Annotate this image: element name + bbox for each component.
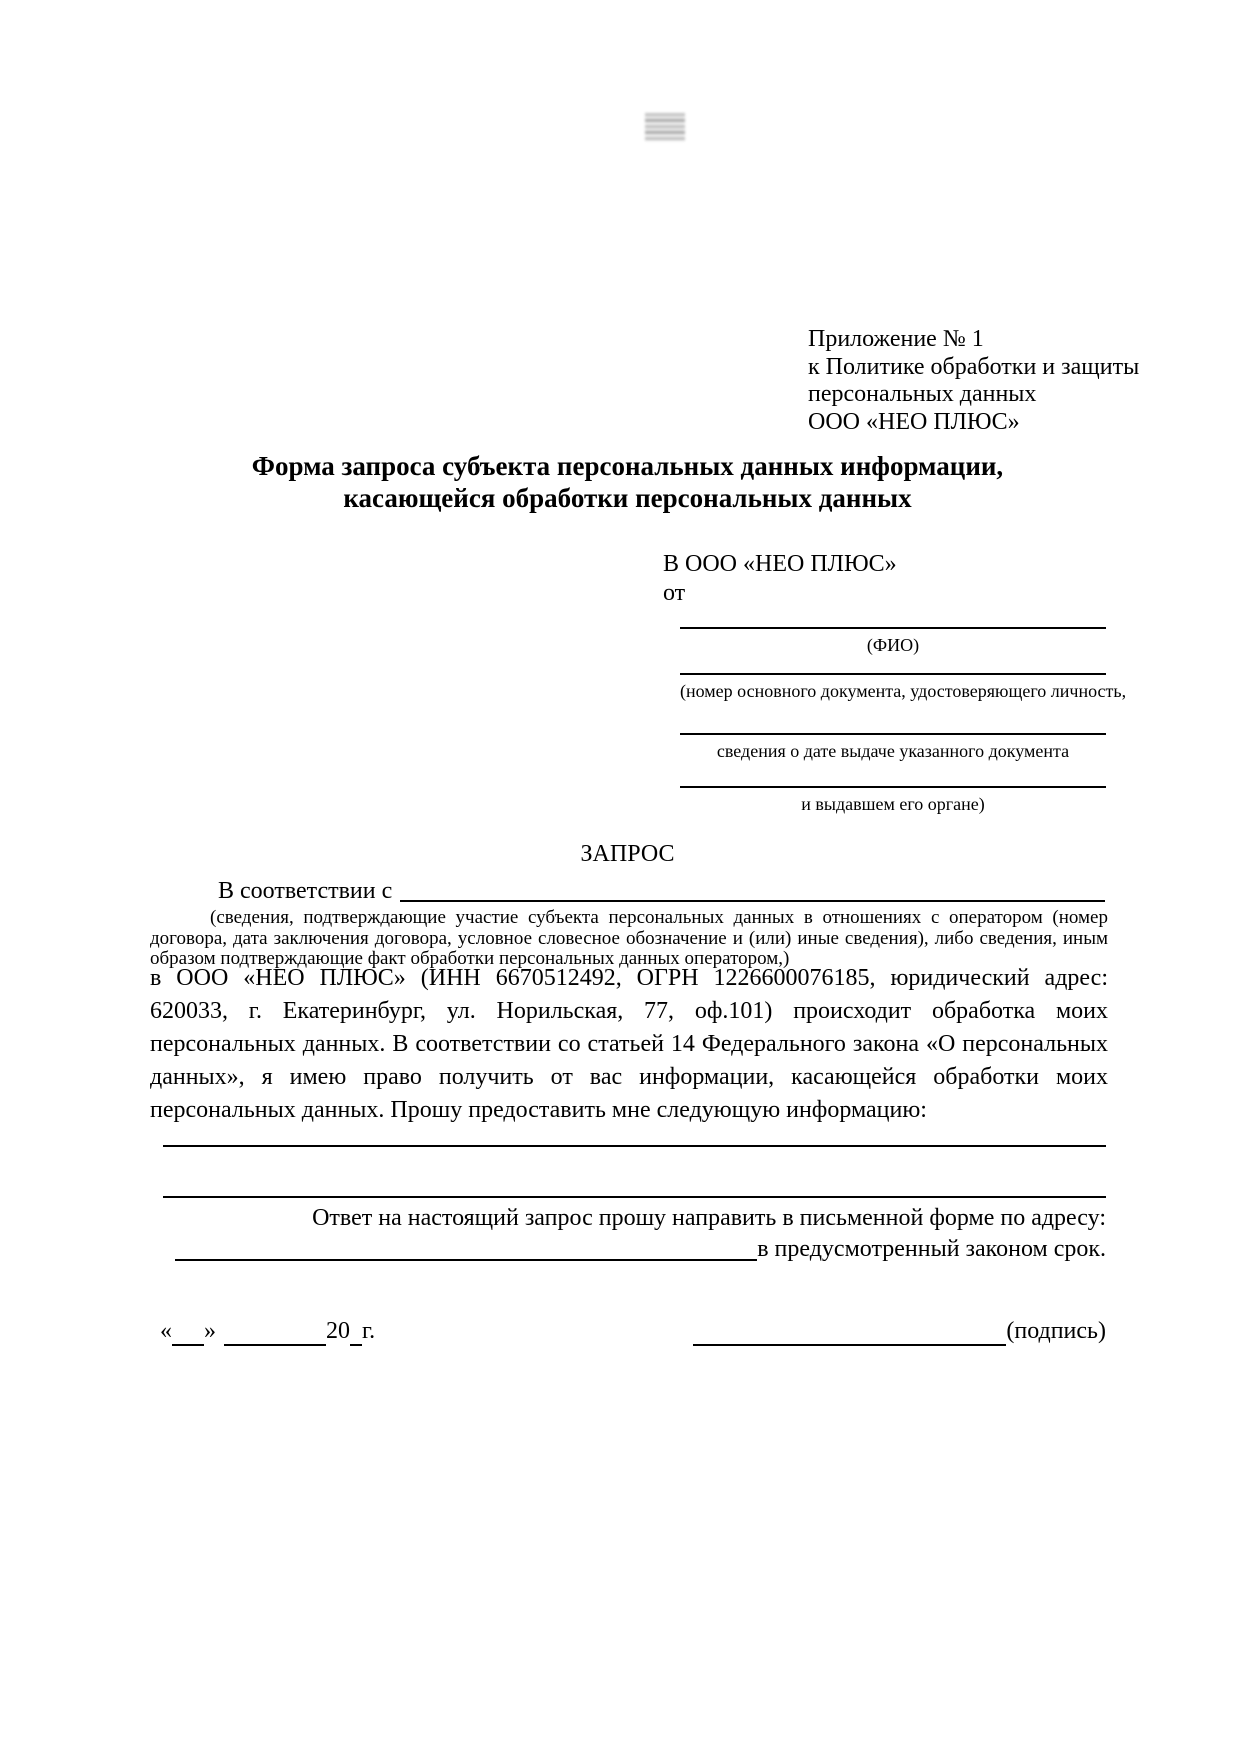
appendix-block (808, 326, 1139, 436)
title-line-1: Форма запроса субъекта персональных данных информации, (251, 451, 1004, 481)
signature-caption: (подпись) (1006, 1318, 1106, 1344)
intro-row (150, 877, 1105, 905)
title-line-2: касающейся обработки персональных данных (343, 483, 912, 513)
addressee-block (663, 550, 897, 608)
information-blank-line-1 (163, 1145, 1106, 1147)
appendix-line-3: персональных данных (808, 381, 1037, 407)
reply-address-sentence: Ответ на настоящий запрос прошу направить в письменной форме по адресу: (312, 1205, 1106, 1231)
date-quote-close: » (204, 1318, 216, 1344)
fio-blank-line (680, 627, 1106, 656)
date-year-prefix: 20 (326, 1318, 350, 1344)
reply-tail-text: в предусмотренный законом срок. (757, 1236, 1106, 1262)
request-body-paragraph: в ООО «НЕО ПЛЮС» (ИНН 6670512492, ОГРН 1226600076185, юридический адрес: 620033, г. Екатеринбург, ул. Норильская, 77, оф.101) происходит обработка моих персональных данных. В соответствии со статьей 14 Федерального закона «О персональных данных», я имею право получить от вас информации, касающейся обработки моих персональных данных. Прошу предоставить мне следующую информацию: (150, 965, 1108, 1123)
date-day-blank (172, 1324, 204, 1346)
addressee-organization: В ООО «НЕО ПЛЮС» (663, 551, 897, 577)
signature-blank-line (693, 1322, 1006, 1346)
information-blank-line-2 (163, 1196, 1106, 1198)
address-blank-line (175, 1234, 757, 1261)
request-heading: ЗАПРОС (580, 841, 675, 867)
intro-footnote: (сведения, подтверждающие участие субъекта персональных данных в отношениях с оператором (номер договора, дата заключения договора, условное словесное обозначение и (или) иные сведения), либо сведения, иным образом подтверждающие факт обработки персональных данных оператором,) (150, 907, 1108, 969)
date-group (160, 1316, 375, 1346)
intro-blank-line (400, 877, 1105, 902)
date-year-blank (350, 1324, 362, 1346)
date-year-suffix: г. (362, 1318, 376, 1344)
issue-date-blank-line (680, 733, 1106, 762)
fio-caption: (ФИО) (866, 635, 920, 655)
document-number-blank-line (680, 673, 1127, 702)
reply-tail-row (175, 1234, 1106, 1264)
appendix-line-4: ООО «НЕО ПЛЮС» (808, 408, 1020, 435)
date-quote-open: « (160, 1318, 172, 1344)
document-title (150, 450, 1105, 514)
blurred-logo-artifact (645, 113, 685, 141)
signature-row (0, 1316, 1242, 1350)
issuing-authority-caption: и выдавшем его органе) (801, 794, 985, 814)
document-number-caption: (номер основного документа, удостоверяющего личность, (680, 681, 1127, 701)
signature-group (693, 1316, 1106, 1346)
intro-prefix: В соответствии с (218, 878, 393, 904)
appendix-line-2: к Политике обработки и защиты (808, 353, 1140, 380)
appendix-line-1: Приложение № 1 (808, 326, 984, 352)
issue-date-caption: сведения о дате выдаче указанного документа (716, 741, 1070, 761)
issuing-authority-blank-line (680, 786, 1106, 815)
addressee-from-label: от (663, 580, 686, 606)
date-month-blank (224, 1324, 326, 1346)
